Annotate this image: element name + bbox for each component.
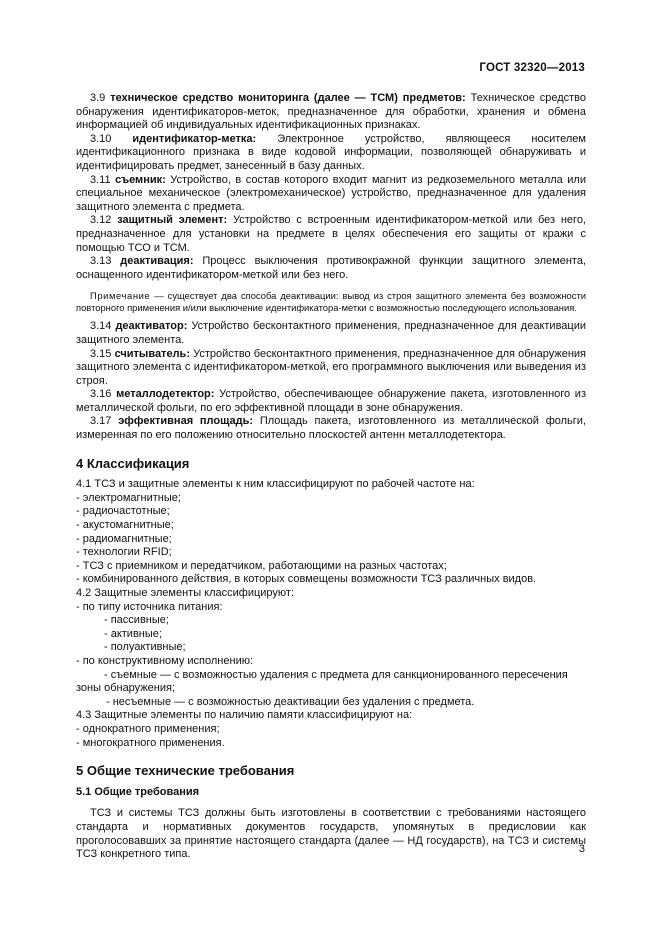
list-item: - акустомагнитные; — [76, 519, 174, 532]
list-item: - несъемные — с возможностью деактивации без удаления с предмета. — [106, 695, 475, 708]
subsection-5-1-heading: 5.1 Общие требования — [76, 785, 200, 798]
list-item: - радиомагнитные; — [76, 532, 172, 545]
list-item: - электромагнитные; — [76, 491, 181, 504]
paragraph-4-2: 4.2 Защитные элементы классифицируют: — [76, 587, 295, 599]
definition-3-17: 3.17 эффективная площадь: Площадь пакета, изготовленного из металлической фольги, измеренная по его положению относительно плоскостей антенн металлодетектора. — [76, 415, 586, 442]
section-5-heading: 5 Общие технические требования — [76, 763, 295, 779]
list-item: - активные; — [104, 627, 162, 640]
list-item: - полуактивные; — [104, 641, 186, 654]
definition-3-11: 3.11 съемник: Устройство, в состав которого входит магнит из редкоземельного металла или специальное механическое (электромеханическое) устройство, предназначенное для удаления защитного элемента с предмета. — [76, 173, 586, 213]
paragraph-4-1: 4.1 ТСЗ и защитные элементы к ним классифицируют по рабочей частоте на: — [76, 478, 475, 491]
list-item: - съемные — с возможностью удаления с предмета для санкционированного пересечения — [104, 668, 568, 681]
definition-3-14: 3.14 деактиватор: Устройство бесконтактного применения, предназначенное для деактивации защитного элемента. — [76, 320, 586, 346]
page-number: 3 — [578, 843, 585, 855]
list-item: - однократного применения; — [76, 722, 220, 735]
paragraph-4-3: 4.3 Защитные элементы по наличию памяти классифицируют на: — [76, 709, 413, 722]
definition-3-15: 3.15 считыватель: Устройство бесконтактного применения, предназначенное для обнаружения защитного элемента с идентификатором-меткой, его программного выключения или выведения из строя. — [76, 347, 586, 387]
definition-3-9: 3.9 техническое средство мониторинга (далее — ТСМ) предметов: Техническое средство обнаружения идентификаторов-меток, предназначенное для обработки, хранения и обмена информацией об индивидуальных идентификационных признаках. — [76, 92, 587, 132]
list-item: - технологии RFID; — [76, 546, 172, 559]
list-item: - радиочастотные; — [76, 505, 170, 518]
section-4-heading: 4 Классификация — [76, 455, 190, 471]
list-item: - ТСЗ с приемником и передатчиком, работающими на разных частотах; — [76, 559, 447, 572]
definition-3-13: 3.13 деактивация: Процесс выключения противокражной функции защитного элемента, оснащенного идентификатором-меткой или без него. — [76, 255, 586, 281]
list-item: - комбинированного действия, в которых совмещены возможности ТСЗ различных видов. — [76, 573, 537, 586]
definition-3-12: 3.12 защитный элемент: Устройство с встроенным идентификатором-меткой или без него, предназначенное для установки на предмете в целях обеспечения его защиты от кражи с помощью ТСО и ТСМ. — [76, 214, 586, 254]
definition-3-16: 3.16 металлодетектор: Устройство, обеспечивающее обнаружение пакета, изготовленного из металлической фольги, по его эффективной площади в зоне обнаружения. — [76, 388, 586, 414]
page-content — [76, 92, 586, 862]
document-code: ГОСТ 32320—2013 — [479, 62, 585, 74]
list-item: - пассивные; — [104, 614, 169, 627]
note: Примечание — существует два способа деактивации: вывод из строя защитного элемента без возможности повторного применения и/или выключение идентификатора-метки с возможностью последующего использования. — [76, 290, 586, 314]
list-item: - многократного применения. — [76, 736, 225, 749]
paragraph-5-1: ТСЗ и системы ТСЗ должны быть изготовлены в соответствии с требованиями настоящего стандарта и нормативных документов государств, упомянутых в предисловии как проголосовавших за принятие настоящего стандарта (далее — НД государств), на ТСЗ и системы ТСЗ конкретного типа. — [76, 807, 586, 861]
definition-3-10: 3.10 идентификатор-метка: Электронное устройство, являющееся носителем идентификационного признака в виде кодовой информации, позволяющей обнаруживать и идентифицировать предмет, занесенный в базу данных. — [76, 132, 586, 172]
design-type-label: - по конструктивному исполнению: — [76, 654, 254, 667]
power-type-label: - по типу источника питания: — [76, 600, 223, 613]
list-item-continuation: зоны обнаружения; — [76, 682, 176, 695]
